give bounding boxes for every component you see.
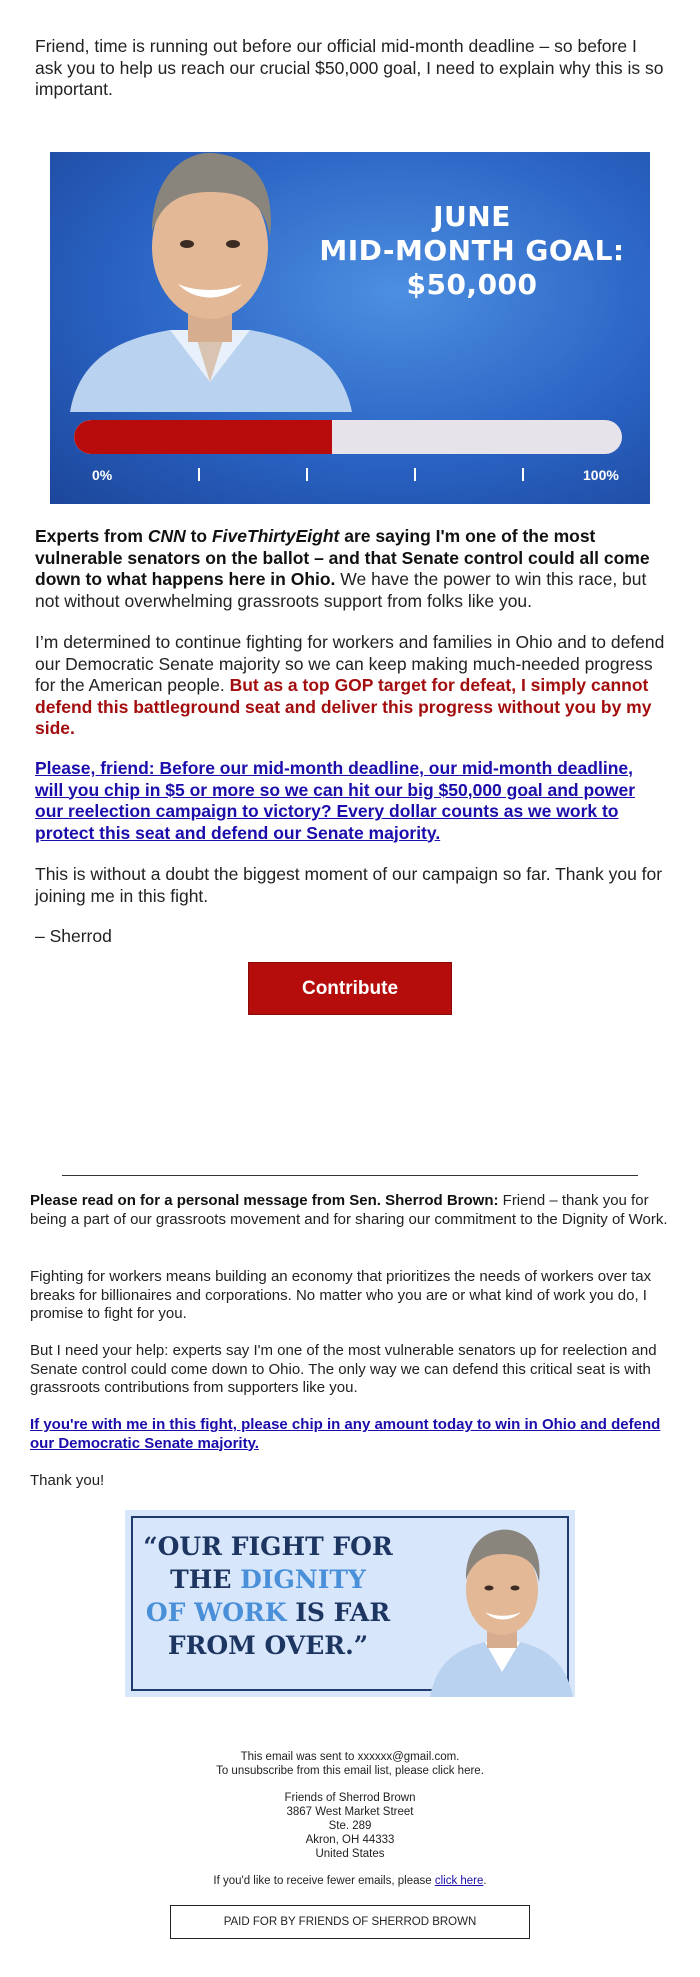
- address-line-2: Ste. 289: [328, 1820, 372, 1832]
- power-text: We have the power to win this race, but not without overwhelming grassroots support from folks like you.: [35, 569, 647, 611]
- goal-label: MID-MONTH GOAL:: [319, 234, 625, 267]
- quote-line-2b: DIGNITY: [240, 1565, 366, 1594]
- quote-line-3b: IS FAR: [286, 1598, 391, 1627]
- goal-progress-bar: [74, 420, 622, 454]
- quote-line-4: FROM OVER.”: [167, 1631, 369, 1660]
- progress-tick: [198, 468, 200, 481]
- gop-target-text: But as a top GOP target for defeat, I simply cannot defend this battleground seat and deliver this progress without you by my side.: [35, 675, 652, 738]
- progress-start-label: 0%: [92, 467, 113, 483]
- experts-paragraph: [35, 526, 665, 612]
- sent-to-prefix: This email was sent to: [240, 1751, 358, 1763]
- with-me-link[interactable]: If you're with me in this fight, please chip in any amount today to win in Ohio and defend our Democratic Senate majority.: [30, 1416, 661, 1452]
- cnn-text: CNN: [147, 526, 186, 546]
- intro-paragraph: Friend, time is running out before our official mid-month deadline – so before I ask you to help us reach our crucial $50,000 goal, I need to explain why this is so important.: [35, 36, 664, 99]
- banner-senator-portrait: [425, 1522, 575, 1697]
- progress-tick: [414, 468, 416, 481]
- quote-line-3a: OF WORK: [145, 1598, 287, 1627]
- experts-text: Experts from: [35, 526, 148, 546]
- chip-in-link[interactable]: Please, friend: Before our mid-month deadline, our mid-month deadline, will you chip in $5 or more so we can hit our big $50,000 goal and power our reelection campaign to victory? Every dollar counts as we work to protect this seat and defend our Senate majority.: [35, 758, 635, 843]
- goal-heading: [312, 200, 632, 302]
- signoff: – Sherrod: [35, 926, 112, 946]
- quote-line-1: “OUR FIGHT FOR: [143, 1532, 393, 1561]
- thank-you-text: Thank you!: [30, 1472, 105, 1489]
- address-line-3: Akron, OH 44333: [305, 1834, 395, 1846]
- section-divider: [62, 1175, 638, 1176]
- banner-quote: [143, 1530, 393, 1662]
- paid-for-disclaimer: PAID FOR BY FRIENDS OF SHERROD BROWN: [170, 1905, 530, 1939]
- goal-amount: $50,000: [406, 268, 538, 301]
- address-country: United States: [315, 1848, 385, 1860]
- personal-message-text: Friend – thank you for being a part of our grassroots movement and for sharing our commitment to the Dignity of Work.: [30, 1192, 668, 1228]
- unsubscribe-line[interactable]: To unsubscribe from this email list, please click here.: [216, 1765, 484, 1777]
- determined-text: I’m determined to continue fighting for workers and families in Ohio and to defend our Democratic Senate majority so we can keep making much-needed progress for the American people.: [35, 632, 665, 695]
- progress-tick: [522, 468, 524, 481]
- to-text: to: [185, 526, 212, 546]
- progress-end-label: 100%: [583, 467, 619, 483]
- quote-line-2a: THE: [170, 1565, 241, 1594]
- fewer-emails-link[interactable]: click here: [434, 1875, 484, 1887]
- biggest-moment-paragraph: This is without a doubt the biggest moment of our campaign so far. Thank you for joining me in this fight.: [35, 864, 663, 906]
- mid-month-goal-banner: [50, 152, 650, 504]
- contribute-button[interactable]: Contribute: [248, 962, 452, 1015]
- determined-paragraph: [35, 632, 665, 740]
- fighting-for-workers-paragraph: Fighting for workers means building an economy that prioritizes the needs of workers over tax breaks for billionaires and corporations. No matter who you are or what kind of work you do, I promise to fight for you.: [30, 1268, 652, 1322]
- sent-to-suffix: .: [456, 1751, 460, 1763]
- with-me-paragraph: [30, 1416, 670, 1453]
- fewer-emails-suffix: .: [483, 1875, 487, 1887]
- org-name: Friends of Sherrod Brown: [284, 1792, 416, 1804]
- chip-in-paragraph: [35, 758, 665, 844]
- recipient-email: xxxxxx@gmail.com: [357, 1751, 457, 1763]
- sent-to-line: [0, 1750, 700, 1764]
- need-your-help-paragraph: But I need your help: experts say I'm one of the most vulnerable senators up for reelection and Senate control could come down to Ohio. The only way we can defend this critical seat is with grassroots contributions from supporters like you.: [30, 1342, 657, 1396]
- personal-message-heading: Please read on for a personal message from Sen. Sherrod Brown:: [30, 1192, 499, 1209]
- fivethirtyeight-text: FiveThirtyEight: [211, 526, 340, 546]
- fewer-emails-prefix: If you'd like to receive fewer emails, please: [213, 1875, 435, 1887]
- address-line-1: 3867 West Market Street: [286, 1806, 414, 1818]
- goal-month: JUNE: [433, 200, 511, 233]
- progress-tick: [306, 468, 308, 481]
- vulnerable-text: are saying I'm one of the most vulnerable senators on the ballot – and that Senate control could all come down to what happens here in Ohio.: [35, 526, 650, 589]
- goal-progress-fill: [74, 420, 332, 454]
- personal-message-paragraph: [30, 1192, 670, 1229]
- fewer-emails-line: [0, 1874, 700, 1888]
- dignity-of-work-banner[interactable]: [125, 1510, 575, 1697]
